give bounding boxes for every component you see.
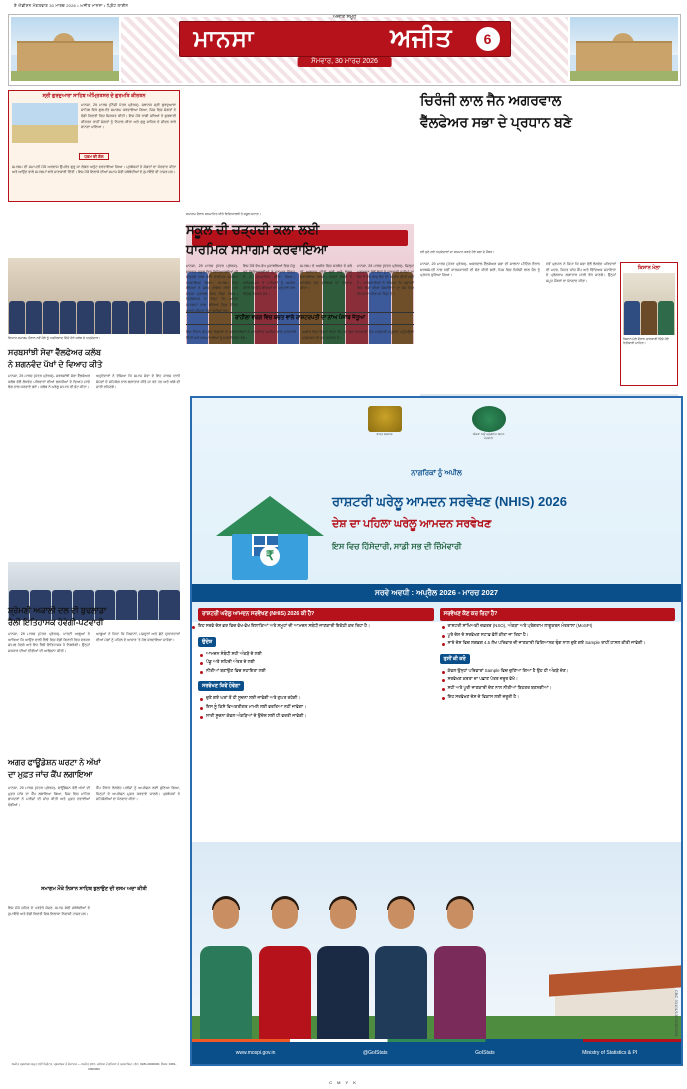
page-number: 6 [476,27,500,51]
emblem-left-label: ਭਾਰਤ ਸਰਕਾਰ [376,432,393,436]
masthead-title-box [179,21,511,57]
article-photo [12,103,78,143]
body-eye-camp-2: ਕੈਂਪ ਦੌਰਾਨ ਲੋੜਵੰਦ ਮਰੀਜ਼ਾਂ ਨੂੰ ਅਪਰੇਸ਼ਨ ਲਈ ਚੁਣਿਆ ਗਿਆ, ਜਿਨ੍ਹਾਂ ਦੇ ਅਪਰੇਸ਼ਨ ਮੁਫ਼ਤ ਕਰਵਾਏ ਜਾਣਗੇ। ਪ੍ਰਬੰਧਕਾਂ ਨੇ ਸਹਿਯੋਗੀਆਂ ਦਾ ਧੰਨਵਾਦ ਕੀਤਾ। [96,786,180,802]
ministry-logo [472,406,506,440]
ad-col2-item-1: ਪੂਰੇ ਦੇਸ਼ ਦੇ ਸਰਵੇਖਣ ਸਟਾਫ਼ ਵੱਲੋਂ ਕੀਤਾ ਜਾ ਰਿਹਾ ਹੈ। [448,632,676,639]
ad-tagline: ਇਸ ਵਿਚ ਹਿੱਸੇਦਾਰੀ, ਸਾਡੀ ਸਭ ਦੀ ਜ਼ਿੰਮੇਵਾਰੀ [332,542,462,551]
ad-col1-item2-2: ਸਾਰੀ ਸੂਚਨਾ ਕੇਵਲ ਅੰਕੜਿਆਂ ਦੇ ਉਦੇਸ਼ ਲਈ ਹੀ ਵਰਤੀ ਜਾਵੇਗੀ। [206,713,434,720]
ad-period-band: ਸਰਵੇ ਅਵਧੀ : ਅਪ੍ਰੈਲ 2026 - ਮਾਰਚ 2027 [192,584,681,602]
ad-col1-sub2: ਸਰਵੇਖਣ ਕਿਵੇਂ ਹੋਵੇਗਾ [198,681,244,691]
article-farmer-column [620,262,678,386]
ad-col1-sub: ਉਦੇਸ਼ [198,637,216,647]
body-sarbsandi-1: ਮਾਨਸਾ, 29 ਮਾਰਚ (ਪੱਤਰ ਪ੍ਰੇਰਕ)- ਸਰਬਸਾਂਝੀ ਸੇਵਾ ਵੈੱਲਫੇਅਰ ਕਲੱਬ ਵੱਲੋਂ ਲੋੜਵੰਦ ਪਰਿਵਾਰਾਂ ਦੀਆਂ ਲੜਕੀਆਂ ਦੇ ਵਿਆਹ ਸਾਦੇ ਢੰਗ ਨਾਲ ਕਰਵਾਏ ਗਏ। ਕਲੱਬ ਨੇ ਘਰੇਲੂ ਸਾਮਾਨ ਵੀ ਭੇਟ ਕੀਤਾ। [8,374,90,390]
headline-jain-2: ਵੈੱਲਫੇਅਰ ਸਭਾ ਦੇ ਪ੍ਰਧਾਨ ਬਣੇ [420,114,572,130]
ad-col2-sub: ਤੁਸੀਂ ਕੀ ਕਰੋ [440,654,470,664]
headline-sarbsandi-2: ਨੇ ਸ਼ਗਨਵੰਦ ਪੱਖਾਂ ਦੇ ਵਿਆਹ ਕੀਤੇ [8,360,103,369]
article-gurdwara-kirtan [8,90,180,202]
imprint-note: ਅਜੀਤ ਪ੍ਰਕਾਸ਼ਨ ਸਮੂਹ ਲਈ ਪ੍ਰਿੰਟਰ, ਪ੍ਰਕਾਸ਼ਕ ਤੇ ਸੰਪਾਦਕ — ਅਜੀਤ ਭਵਨ, ਜਲੰਧਰ ਤੋਂ ਛਪਿਆ ਤੇ ਪ੍ਰਕਾਸ਼ਿਤ। ਫ਼ੋਨ: 0181-0000000, ਫ਼ੈਕਸ: 0181-0000000 [11,1062,177,1071]
person-2 [256,876,312,1042]
ad-col2-item2-0: ਕੇਵਲ ਉਨ੍ਹਾਂ ਪਰਿਵਾਰਾਂ Sample ਵਿਚ ਚੁਣਿਆ ਗਿਆ ਹੈ ਉਹ ਹੀ ਅੰਕੜੇ ਦੇਣ। [448,668,676,675]
masthead [8,14,681,86]
ad-col1-item-0: ਆਮਦਨ ਸੰਬੰਧੀ ਸਹੀ ਅੰਕੜੇ ਦੇ ਲਈ [206,651,434,658]
body-mid-2: ਇਸ ਦੌਰਾਨ ਵੱਖ-ਵੱਖ ਵਿਭਾਗਾਂ ਦੇ ਅਧਿਕਾਰੀਆਂ ਨੇ ਆਪਣੀਆਂ ਸਕੀਮਾਂ ਬਾਰੇ ਜਾਣਕਾਰੀ ਦਿੱਤੀ ਅਤੇ ਲਾਭਪਾਤਰੀਆਂ ਨੂੰ ਸਰਟੀਫਿਕੇਟ ਵੰਡੇ। [186,330,296,340]
ad-subtitle: ਦੇਸ਼ ਦਾ ਪਹਿਲਾ ਘਰੇਲੂ ਆਮਦਨ ਸਰਵੇਖਣ [332,518,492,530]
government-emblem [368,406,402,436]
ad-col1-item-2: ਨੀਤੀਆਂ ਬਣਾਉਣ ਵਿਚ ਸਹਾਇਤਾ ਲਈ [206,668,434,675]
body-mid-3: ਅਖ਼ੀਰ ਵਿਚ ਉਨ੍ਹਾਂ ਕਿਹਾ ਕਿ ਹਰ ਯੋਗ ਵਿਅਕਤੀ ਤੱਕ ਸਰਕਾਰੀ ਸਹੂਲਤਾਂ ਪਹੁੰਚਾਉਣਾ ਪ੍ਰਸ਼ਾਸਨ ਦੀ ਮੁੱਖ ਤਰਜੀਹ ਹੈ। [302,330,414,340]
headline-akali-1: ਸ਼੍ਰੋਮਣੀ ਅਕਾਲੀ ਦਲ ਦੀ ਬੁਢਲਾਡਾ [8,606,107,615]
ad-appeal-label: ਨਾਗਰਿਕਾਂ ਨੂੰ ਅਪੀਲ [411,470,462,477]
photo-caption-club: ਵਿਆਹ ਸਮਾਗਮ ਦੌਰਾਨ ਨਵੇਂ ਜੋੜੇ ਨੂੰ ਅਸ਼ੀਰਵਾਦ ਦਿੰਦੇ ਹੋਏ ਕਲੱਬ ਦੇ ਅਹੁਦੇਦਾਰ। [8,336,101,340]
photo-club-meeting [8,258,180,334]
masthead-group-label: ਅਜੀਤ ਸਮੂਹ [332,14,357,20]
ad-col1-intro: ਇਹ ਸਰਵੇ ਦੇਸ਼ ਭਰ ਵਿਚ ਵੱਖ-ਵੱਖ ਇਲਾਕਿਆਂ ਅਤੇ ਸਮੂਹਾਂ ਦੀ ਆਮਦਨ ਸਬੰਧੀ ਜਾਣਕਾਰੀ ਇਕੱਠੀ ਕਰ ਰਿਹਾ ਹੈ। [198,623,434,630]
farmer-headline: ਕਿਸਾਨ ਮੇਲਾ [637,265,661,271]
advertisement-nhis [190,396,683,1066]
sub-heading: ਧਰਮ ਦੀ ਗੱਲ [79,153,108,160]
cmyk-marks: C M Y K [329,1080,358,1085]
ad-info-columns [198,608,675,840]
person-3 [315,876,371,1042]
body-akali-2: ਆਗੂਆਂ ਨੇ ਕਿਹਾ ਕਿ ਕਿਸਾਨਾਂ, ਮਜ਼ਦੂਰਾਂ ਅਤੇ ਛੋਟੇ ਦੁਕਾਨਦਾਰਾਂ ਦੀਆਂ ਮੰਗਾਂ ਨੂੰ ਪਹਿਲ ਦੇ ਆਧਾਰ 'ਤੇ ਹੱਲ ਕਰਵਾਇਆ ਜਾਵੇਗਾ। [96,632,180,642]
ad-col2-item-2: ਸਾਰੇ ਦੇਸ਼ ਵਿਚ ਲਗਭਗ 4.5 ਲੱਖ ਪਰਿਵਾਰ ਦੀ ਜਾਣਕਾਰੀ ਵਿਗਿਆਨਕ ਢੰਗ ਨਾਲ ਚੁਣੇ ਗਏ Sample ਰਾਹੀਂ ਹਾਸਲ ਕੀਤੀ ਜਾਵੇਗੀ। [448,640,676,647]
article-body-2: ਸਮਾਗਮ ਦੀ ਸਮਾਪਤੀ ਮੌਕੇ ਅਰਦਾਸ ਉਪਰੰਤ ਗੁਰੂ ਕਾ ਲੰਗਰ ਅਤੁੱਟ ਵਰਤਾਇਆ ਗਿਆ। ਪ੍ਰਬੰਧਕਾਂ ਨੇ ਸੰਗਤਾਂ ਦਾ ਧੰਨਵਾਦ ਕੀਤਾ ਅਤੇ ਆਉਣ ਵਾਲੇ ਸਮਾਗਮਾਂ ਬਾਰੇ ਜਾਣਕਾਰੀ ਦਿੱਤੀ। ਇਸ ਮੌਕੇ ਇਲਾਕੇ ਦੀਆਂ ਸਮਾਜ ਸੇਵੀ ਜਥੇਬੰਦੀਆਂ ਦੇ ਨੁਮਾਇੰਦੇ ਵੀ ਹਾਜ਼ਰ ਸਨ। [12,164,176,175]
ad-col2-item-0: ਰਾਸ਼ਟਰੀ ਸਾਂਖਿਅਕੀ ਦਫ਼ਤਰ (NSO), ਅੰਕੜਾ ਅਤੇ ਪ੍ਰੋਗਰਾਮ ਲਾਗੂਕਰਨ ਮੰਤਰਾਲਾ (MoSPI) [448,623,676,630]
house-icon [216,482,324,582]
masthead-title-left: ਮਾਨਸਾ [193,25,255,51]
subheadline-school: ਰਾਹੀਲਾ ਵਰਗ ਵਿਚ ਬਚਤ ਵਾਲੇ ਰਾਸ਼ਟਰਪਤੀ ਦਾ ਨਾਂਅ ਪੰਜਾਬ ਜੇਤੂਆ [186,312,414,325]
subheadline-eye-camp: ਸਮਾਗਮ ਮੌਕੇ ਨਿਸ਼ਾਨ ਸਾਹਿਬ ਝੁਲਾਉਣ ਦੀ ਰਸਮ ਅਦਾ ਕੀਤੀ [41,886,147,892]
headline-eye-camp-2: ਦਾ ਮੁਫ਼ਤ ਜਾਂਚ ਕੈਂਪ ਲਗਾਇਆ [8,770,93,779]
ad-col1-item2-1: ਇਸ ਨੂੰ ਕਿਸੇ ਵਿਅਕਤੀਗਤ ਮਾਮਲੇ ਲਈ ਵਰਤਿਆ ਨਹੀਂ ਜਾਵੇਗਾ। [206,704,434,711]
rupee-symbol: ₹ [260,546,280,566]
body-school-1: ਮਾਨਸਾ, 29 ਮਾਰਚ (ਪੱਤਰ ਪ੍ਰੇਰਕ)- ਸਥਾਨਕ ਸਕੂਲ ਵਿਖੇ ਵਿਦਿਆਰਥੀਆਂ ਦੀ ਚੜ੍ਹਦੀ ਕਲਾ ਲਈ ਧਾਰਮਿਕ ਸਮਾਗਮ ਕਰਵਾਇਆ ਗਿਆ। ਸਮਾਗਮ ਵਿਚ ਬੱਚਿਆਂ ਨੇ ਸ਼ਬਦ ਗਾਇਨ ਕੀਤਾ ਅਤੇ ਭਾਸ਼ਣ ਮੁਕਾਬਲੇ ਵਿਚ ਹਿੱਸਾ ਲਿਆ। ਪ੍ਰਿੰਸੀਪਲ ਨੇ ਕਿਹਾ ਕਿ ਅਜਿਹੇ ਸਮਾਗਮਾਂ ਨਾਲ ਬੱਚਿਆਂ ਵਿਚ ਨੈਤਿਕ ਕਦਰਾਂ-ਕੀਮਤਾਂ ਪੈਦਾ ਹੁੰਦੀਆਂ ਹਨ। [186,264,238,313]
body-jain-1: ਮਾਨਸਾ, 29 ਮਾਰਚ (ਪੱਤਰ ਪ੍ਰੇਰਕ)- ਅਗਰਵਾਲ ਵੈੱਲਫੇਅਰ ਸਭਾ ਦੀ ਸਾਲਾਨਾ ਮੀਟਿੰਗ ਦੌਰਾਨ ਸਰਬਸੰਮਤੀ ਨਾਲ ਨਵੀਂ ਕਾਰਜਕਾਰਨੀ ਦੀ ਚੋਣ ਕੀਤੀ ਗਈ, ਜਿਸ ਵਿਚ ਚਿਰੰਜੀ ਲਾਲ ਜੈਨ ਨੂੰ ਪ੍ਰਧਾਨ ਚੁਣਿਆ ਗਿਆ। [420,262,540,278]
ad-col1-item-1: ਪੇਂਡੂ ਅਤੇ ਸ਼ਹਿਰੀ ਅੰਤਰ ਦੇ ਲਈ [206,659,434,666]
headline-jain-1: ਚਿਰੰਜੀ ਲਾਲ ਜੈਨ ਅਗਰਵਾਲ [420,92,562,108]
person-4 [373,876,429,1042]
photo-caption-school: ਸਮਾਗਮ ਦੌਰਾਨ ਸਨਮਾਨਿਤ ਕੀਤੇ ਵਿਦਿਆਰਥੀ ਤੇ ਸਕੂਲ ਸਟਾਫ਼। [186,212,261,216]
headline-sarbsandi-1: ਸਰਬਸਾਂਝੀ ਸੇਵਾ ਵੈੱਲਫੇਅਰ ਕਲੱਬ [8,348,101,357]
ad-photo-collage [192,842,681,1042]
ad-emblems [368,406,506,440]
photo-caption-jain: ਨਵੇਂ ਚੁਣੇ ਗਏ ਅਹੁਦੇਦਾਰਾਂ ਦਾ ਸਨਮਾਨ ਕਰਦੇ ਹੋਏ ਸਭਾ ਦੇ ਮੈਂਬਰ। [420,250,495,254]
headline-school-1: ਸਕੂਲ ਦੀ ਚੜ੍ਹਦੀ ਕਲਾ ਲਈ [186,222,320,237]
facebook-handle[interactable]: GoIStats [475,1050,495,1056]
body-school-2: ਇਸ ਮੌਕੇ ਵੱਖ-ਵੱਖ ਮੁਕਾਬਲਿਆਂ ਵਿਚ ਜੇਤੂ ਰਹੇ ਵਿਦਿਆਰਥੀਆਂ ਨੂੰ ਸਨਮਾਨ ਚਿੰਨ੍ਹ ਦੇ ਕੇ ਸਨਮਾਨਿਤ ਕੀਤਾ ਗਿਆ। ਅਧਿਆਪਕਾਂ ਨੇ ਮਾਪਿਆਂ ਨੂੰ ਅਪੀਲ ਕੀਤੀ ਕਿ ਉਹ ਬੱਚਿਆਂ ਦੀ ਪੜ੍ਹਾਈ ਵੱਲ ਵਿਸ਼ੇਸ਼ ਧਿਆਨ ਦੇਣ। [243,264,295,296]
ad-column-right [440,608,676,840]
emblem-right-label: ਅੰਕੜਾ ਅਤੇ ਪ੍ਰੋਗਰਾਮ ਅਮਲ ਮੰਤਰਾਲਾ [472,432,505,440]
ad-col1-head: ਰਾਸ਼ਟਰੀ ਘਰੇਲੂ ਆਮਦਨ ਸਰਵੇਖਣ (NHIS) 2026 ਕੀ ਹੈ? [198,608,434,621]
masthead-photo-left [11,17,119,81]
ad-col2-item2-1: ਸਰਵੇਖਣ ਕਰਤਾ ਦਾ ਪਛਾਣ ਪੱਤਰ ਜ਼ਰੂਰ ਵੇਖੋ। [448,676,676,683]
body-akali-1: ਮਾਨਸਾ, 29 ਮਾਰਚ (ਪੱਤਰ ਪ੍ਰੇਰਕ)- ਪਾਰਟੀ ਆਗੂਆਂ ਨੇ ਆਖਿਆ ਕਿ ਆਉਣ ਵਾਲੀ ਰੈਲੀ ਵਿਚ ਵੱਡੀ ਗਿਣਤੀ ਵਿਚ ਵਰਕਰ ਸ਼ਾਮਲ ਹੋਣਗੇ ਅਤੇ ਇਹ ਰੈਲੀ ਇਤਿਹਾਸਕ ਹੋ ਨਿਬੜੇਗੀ। ਉਨ੍ਹਾਂ ਸਰਕਾਰ ਦੀਆਂ ਨੀਤੀਆਂ ਦੀ ਆਲੋਚਨਾ ਕੀਤੀ। [8,632,90,653]
ad-column-left [198,608,434,840]
person-5 [432,876,488,1042]
print-line: ਏ ਐਡੀਸ਼ਨ ਮੰਗਲਵਾਰ 30 ਮਾਰਚ 2026 • ਅਜੀਤ ਮਾਨਸਾ • ਪ੍ਰਿੰਟ ਲਾਈਨ [14,3,129,8]
headline-eye-camp-1: ਅਗਰ ਫਾਊਂਡੇਸ਼ਨ ਘਰਟਾ ਨੇ ਅੱਖਾਂ [8,758,101,767]
body-jain-2: ਨਵੇਂ ਪ੍ਰਧਾਨ ਨੇ ਕਿਹਾ ਕਿ ਸਭਾ ਵੱਲੋਂ ਲੋੜਵੰਦ ਪਰਿਵਾਰਾਂ ਦੀ ਮਦਦ, ਸਿਹਤ ਜਾਂਚ ਕੈਂਪ ਅਤੇ ਵਿੱਦਿਅਕ ਸਹਾਇਤਾ ਦੇ ਪ੍ਰੋਗਰਾਮ ਲਗਾਤਾਰ ਜਾਰੀ ਰੱਖੇ ਜਾਣਗੇ। ਉਨ੍ਹਾਂ ਸਮੂਹ ਮੈਂਬਰਾਂ ਦਾ ਧੰਨਵਾਦ ਕੀਤਾ। [546,262,616,283]
mospi-logo-icon [472,406,506,432]
headline: ਸ੍ਰੀ ਗੁਰਦੁਆਰਾ ਸਾਹਿਬ ਅੰਮ੍ਰਿਤਸਰ ਦੇ ਗੁਰਮਤਿ ਕੀਰਤਨ [42,93,146,99]
masthead-title-right: ਅਜੀਤ [390,24,452,52]
ad-col2-item2-2: ਸਹੀ ਅਤੇ ਪੂਰੀ ਜਾਣਕਾਰੀ ਦੇਣ ਨਾਲ ਨੀਤੀਆਂ ਬਿਹਤਰ ਬਣਨਗੀਆਂ। [448,685,676,692]
body-eye-camp-3: ਇਸ ਮੌਕੇ ਸ਼ਹਿਰ ਦੇ ਪਤਵੰਤੇ ਸੱਜਣ, ਸਮਾਜ ਸੇਵੀ ਜਥੇਬੰਦੀਆਂ ਦੇ ਨੁਮਾਇੰਦੇ ਅਤੇ ਵੱਡੀ ਗਿਣਤੀ ਵਿਚ ਇਲਾਕਾ ਨਿਵਾਸੀ ਹਾਜ਼ਰ ਸਨ। [8,906,90,916]
photo-people-row [8,301,180,334]
farmer-photo [623,273,675,335]
body-school-3: ਸਮਾਗਮ ਦੇ ਅਖ਼ੀਰ ਵਿਚ ਸਰਬੱਤ ਦੇ ਭਲੇ ਦੀ ਅਰਦਾਸ ਕੀਤੀ ਗਈ ਅਤੇ ਲੰਗਰ ਵਰਤਾਇਆ ਗਿਆ। ਕਮੇਟੀ ਮੈਂਬਰਾਂ ਨੇ ਸਹਿਯੋਗ ਦੇਣ ਵਾਲਿਆਂ ਦਾ ਧੰਨਵਾਦ ਕੀਤਾ। [300,264,352,291]
ad-side-code: CBC 33101/13/0018/2526 [674,989,679,1036]
ashoka-emblem-icon [368,406,402,432]
website-link[interactable]: www.mospi.gov.in [235,1050,276,1056]
ministry-name: Ministry of Statistics & PI [582,1050,638,1056]
ad-col1-item2-0: ਚੁਣੇ ਗਏ ਘਰਾਂ ਤੋਂ ਹੀ ਸੂਚਨਾ ਲਈ ਜਾਵੇਗੀ ਅਤੇ ਗੁਪਤ ਰਹੇਗੀ। [206,695,434,702]
body-eye-camp-1: ਮਾਨਸਾ, 29 ਮਾਰਚ (ਪੱਤਰ ਪ੍ਰੇਰਕ)- ਫਾਊਂਡੇਸ਼ਨ ਵੱਲੋਂ ਅੱਖਾਂ ਦੀ ਮੁਫ਼ਤ ਜਾਂਚ ਦਾ ਕੈਂਪ ਲਗਾਇਆ ਗਿਆ, ਜਿਸ ਵਿਚ ਮਾਹਿਰ ਡਾਕਟਰਾਂ ਨੇ ਮਰੀਜ਼ਾਂ ਦੀ ਜਾਂਚ ਕੀਤੀ ਅਤੇ ਮੁਫ਼ਤ ਦਵਾਈਆਂ ਵੰਡੀਆਂ। [8,786,90,807]
farmer-caption: ਕਿਸਾਨ ਮੇਲੇ ਦੌਰਾਨ ਜਾਣਕਾਰੀ ਦਿੰਦੇ ਹੋਏ ਖੇਤੀਬਾੜੀ ਮਾਹਿਰ। [623,337,669,346]
masthead-photo-right [570,17,678,81]
ad-title: ਰਾਸ਼ਟਰੀ ਘਰੇਲੂ ਆਮਦਨ ਸਰਵੇਖਣ (NHIS) 2026 [332,494,567,509]
ad-col2-item2-3: ਇਹ ਸਰਵੇਖਣ ਦੇਸ਼ ਦੇ ਵਿਕਾਸ ਲਈ ਜ਼ਰੂਰੀ ਹੈ। [448,694,676,701]
headline-akali-2: ਰੈਲੀ ਇਤਿਹਾਸਕ ਹੋਵੇਗੀ-ਪਟਵਾਰੀ [8,618,104,627]
body-sarbsandi-2: ਅਹੁਦੇਦਾਰਾਂ ਨੇ ਦੱਸਿਆ ਕਿ ਸਮਾਜ ਸੇਵਾ ਦੇ ਇਹ ਕਾਰਜ ਦਾਨੀ ਸੱਜਣਾਂ ਦੇ ਸਹਿਯੋਗ ਨਾਲ ਲਗਾਤਾਰ ਕੀਤੇ ਜਾ ਰਹੇ ਹਨ ਅਤੇ ਅੱਗੇ ਵੀ ਜਾਰੀ ਰਹਿਣਗੇ। [96,374,180,390]
body-school-4: ਮਾਨਸਾ, 29 ਮਾਰਚ (ਪੱਤਰ ਪ੍ਰੇਰਕ)- ਜ਼ਿਲ੍ਹਾ ਪ੍ਰਸ਼ਾਸਨ ਵੱਲੋਂ ਲੋਕਾਂ ਨੂੰ ਸਰਕਾਰੀ ਸਕੀਮਾਂ ਦਾ ਵੱਧ ਤੋਂ ਵੱਧ ਲਾਭ ਲੈਣ ਦੀ ਅਪੀਲ ਕੀਤੀ ਗਈ ਹੈ। ਅਧਿਕਾਰੀਆਂ ਨੇ ਦੱਸਿਆ ਕਿ ਦਫ਼ਤਰਾਂ ਵਿਚ ਲੋਕਾਂ ਦੀਆਂ ਸ਼ਿਕਾਇਤਾਂ ਦਾ ਸਮੇਂ ਸਿਰ ਨਿਪਟਾਰਾ ਕੀਤਾ ਜਾ ਰਿਹਾ ਹੈ। [357,264,414,296]
headline-school-2: ਧਾਰਮਿਕ ਸਮਾਗਮ ਕਰਵਾਇਆ [186,242,328,257]
masthead-date: ਸੋਮਵਾਰ, 30 ਮਾਰਚ 2026 [297,57,392,67]
article-body: ਮਾਨਸਾ, 29 ਮਾਰਚ (ਨਿੱਜੀ ਪੱਤਰ ਪ੍ਰੇਰਕ)- ਸਥਾਨਕ ਸ੍ਰੀ ਗੁਰਦੁਆਰਾ ਸਾਹਿਬ ਵਿਖੇ ਗੁਰਮਤਿ ਸਮਾਗਮ ਕਰਵਾਇਆ ਗਿਆ, ਜਿਸ ਵਿਚ ਸੰਗਤਾਂ ਨੇ ਵੱਡੀ ਗਿਣਤੀ ਵਿਚ ਸ਼ਿਰਕਤ ਕੀਤੀ। ਇਸ ਮੌਕੇ ਰਾਗੀ ਜਥਿਆਂ ਨੇ ਗੁਰਬਾਣੀ ਕੀਰਤਨ ਰਾਹੀਂ ਸੰਗਤਾਂ ਨੂੰ ਨਿਹਾਲ ਕੀਤਾ ਅਤੇ ਗੁਰੂ ਸਾਹਿਬ ਦੇ ਜੀਵਨ ਬਾਰੇ ਚਾਨਣਾ ਪਾਇਆ। [81,102,176,130]
person-1 [198,876,254,1042]
twitter-handle[interactable]: @GoIStats [363,1050,388,1056]
ad-col2-head: ਸਰਵੇਖਣ ਕੌਣ ਕਰ ਰਿਹਾ ਹੈ? [440,608,676,621]
ad-footer-bar [192,1042,681,1064]
people-group [198,876,488,1042]
